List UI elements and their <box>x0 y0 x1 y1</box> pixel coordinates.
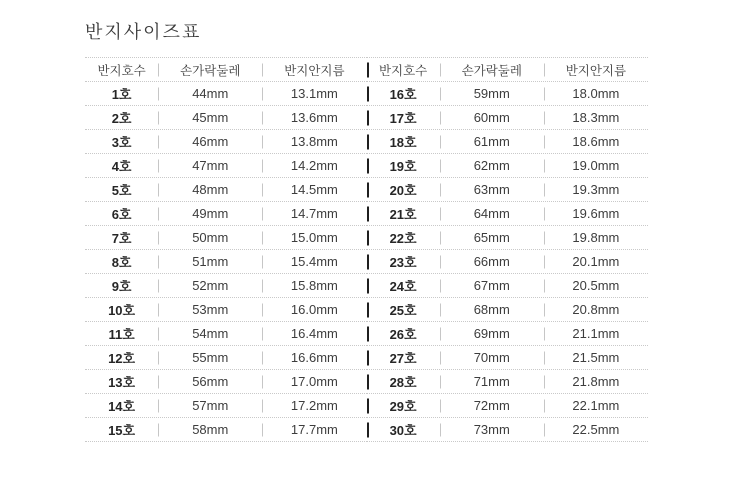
diameter-cell: 20.5mm <box>544 274 648 297</box>
ring-size-cell: 14호 <box>108 399 136 414</box>
table-row <box>367 130 649 154</box>
circumference-cell: 70mm <box>440 346 544 369</box>
diameter-cell: 21.5mm <box>544 346 648 369</box>
table-row <box>85 298 367 322</box>
diameter-cell: 22.1mm <box>544 394 648 417</box>
circumference-cell: 59mm <box>440 82 544 105</box>
header-ring-size: 반지호수 <box>97 63 146 78</box>
ring-size-cell: 26호 <box>367 322 440 345</box>
diameter-cell: 13.6mm <box>262 106 366 129</box>
ring-size-cell: 9호 <box>111 279 132 294</box>
circumference-cell: 58mm <box>158 418 262 441</box>
diameter-cell: 17.2mm <box>262 394 366 417</box>
table-row <box>85 202 367 226</box>
ring-size-cell: 21호 <box>367 202 440 225</box>
circumference-cell: 66mm <box>440 250 544 273</box>
table-row <box>85 106 367 130</box>
diameter-cell: 21.8mm <box>544 370 648 393</box>
diameter-cell: 20.8mm <box>544 298 648 321</box>
circumference-cell: 60mm <box>440 106 544 129</box>
diameter-cell: 22.5mm <box>544 418 648 441</box>
circumference-cell: 62mm <box>440 154 544 177</box>
circumference-cell: 52mm <box>158 274 262 297</box>
ring-size-cell: 20호 <box>367 178 440 201</box>
table-row <box>85 370 367 394</box>
circumference-cell: 63mm <box>440 178 544 201</box>
ring-size-cell: 17호 <box>367 106 440 129</box>
ring-size-cell: 27호 <box>367 346 440 369</box>
diameter-cell: 13.8mm <box>262 130 366 153</box>
circumference-cell: 61mm <box>440 130 544 153</box>
header-ring-size: 반지호수 <box>367 58 440 81</box>
circumference-cell: 56mm <box>158 370 262 393</box>
ring-size-cell: 25호 <box>367 298 440 321</box>
table-row <box>85 394 367 418</box>
table-row <box>367 106 649 130</box>
table-row <box>85 274 367 298</box>
circumference-cell: 46mm <box>158 130 262 153</box>
diameter-cell: 19.3mm <box>544 178 648 201</box>
circumference-cell: 53mm <box>158 298 262 321</box>
ring-size-cell: 4호 <box>111 159 132 174</box>
table-row <box>367 226 649 250</box>
diameter-cell: 18.0mm <box>544 82 648 105</box>
table-row <box>85 418 367 442</box>
circumference-cell: 71mm <box>440 370 544 393</box>
table-row <box>367 418 649 442</box>
circumference-cell: 48mm <box>158 178 262 201</box>
table-row <box>85 178 367 202</box>
diameter-cell: 21.1mm <box>544 322 648 345</box>
header-diameter: 반지안지름 <box>262 58 366 81</box>
ring-size-cell: 24호 <box>367 274 440 297</box>
ring-size-cell: 29호 <box>367 394 440 417</box>
circumference-cell: 54mm <box>158 322 262 345</box>
table-row <box>367 322 649 346</box>
table-left <box>85 57 367 442</box>
circumference-cell: 50mm <box>158 226 262 249</box>
header-circumference: 손가락둘레 <box>158 58 262 81</box>
table-row <box>367 154 649 178</box>
circumference-cell: 64mm <box>440 202 544 225</box>
ring-size-cell: 8호 <box>111 255 132 270</box>
ring-size-cell: 15호 <box>108 423 136 438</box>
diameter-cell: 17.0mm <box>262 370 366 393</box>
diameter-cell: 16.4mm <box>262 322 366 345</box>
circumference-cell: 65mm <box>440 226 544 249</box>
table-right-rows <box>367 82 649 442</box>
table-row <box>85 130 367 154</box>
ring-size-cell: 3호 <box>111 135 132 150</box>
circumference-cell: 67mm <box>440 274 544 297</box>
table-row <box>367 202 649 226</box>
ring-size-cell: 13호 <box>108 375 136 390</box>
circumference-cell: 72mm <box>440 394 544 417</box>
ring-size-cell: 2호 <box>111 111 132 126</box>
ring-size-cell: 18호 <box>367 130 440 153</box>
circumference-cell: 51mm <box>158 250 262 273</box>
table-row <box>85 226 367 250</box>
table-row <box>367 274 649 298</box>
table-row <box>367 82 649 106</box>
ring-size-cell: 23호 <box>367 250 440 273</box>
diameter-cell: 16.6mm <box>262 346 366 369</box>
table-row <box>367 298 649 322</box>
ring-size-cell: 19호 <box>367 154 440 177</box>
table-header-row <box>367 57 649 82</box>
circumference-cell: 49mm <box>158 202 262 225</box>
diameter-cell: 14.7mm <box>262 202 366 225</box>
ring-size-table <box>85 57 648 442</box>
table-row <box>85 322 367 346</box>
table-header-row <box>85 57 367 82</box>
table-row <box>367 370 649 394</box>
table-right <box>367 57 649 442</box>
circumference-cell: 57mm <box>158 394 262 417</box>
circumference-cell: 69mm <box>440 322 544 345</box>
diameter-cell: 14.2mm <box>262 154 366 177</box>
ring-size-cell: 28호 <box>367 370 440 393</box>
circumference-cell: 73mm <box>440 418 544 441</box>
diameter-cell: 15.0mm <box>262 226 366 249</box>
table-row <box>367 178 649 202</box>
table-row <box>85 250 367 274</box>
header-diameter: 반지안지름 <box>544 58 648 81</box>
circumference-cell: 55mm <box>158 346 262 369</box>
diameter-cell: 20.1mm <box>544 250 648 273</box>
circumference-cell: 45mm <box>158 106 262 129</box>
ring-size-cell: 11호 <box>108 327 135 342</box>
diameter-cell: 16.0mm <box>262 298 366 321</box>
diameter-cell: 17.7mm <box>262 418 366 441</box>
header-circumference: 손가락둘레 <box>440 58 544 81</box>
diameter-cell: 19.6mm <box>544 202 648 225</box>
circumference-cell: 47mm <box>158 154 262 177</box>
page-title: 반지사이즈표 <box>85 22 202 42</box>
diameter-cell: 14.5mm <box>262 178 366 201</box>
diameter-cell: 13.1mm <box>262 82 366 105</box>
ring-size-cell: 7호 <box>111 231 132 246</box>
ring-size-cell: 10호 <box>108 303 136 318</box>
table-row <box>367 394 649 418</box>
diameter-cell: 18.6mm <box>544 130 648 153</box>
ring-size-cell: 5호 <box>111 183 132 198</box>
ring-size-cell: 30호 <box>367 418 440 441</box>
diameter-cell: 19.0mm <box>544 154 648 177</box>
circumference-cell: 44mm <box>158 82 262 105</box>
table-left-rows <box>85 82 367 442</box>
table-row <box>85 346 367 370</box>
ring-size-cell: 12호 <box>108 351 136 366</box>
table-row <box>367 346 649 370</box>
ring-size-cell: 16호 <box>367 82 440 105</box>
table-row <box>85 82 367 106</box>
diameter-cell: 19.8mm <box>544 226 648 249</box>
ring-size-cell: 22호 <box>367 226 440 249</box>
diameter-cell: 15.4mm <box>262 250 366 273</box>
diameter-cell: 15.8mm <box>262 274 366 297</box>
circumference-cell: 68mm <box>440 298 544 321</box>
ring-size-cell: 1호 <box>111 87 132 102</box>
diameter-cell: 18.3mm <box>544 106 648 129</box>
table-row <box>367 250 649 274</box>
table-row <box>85 154 367 178</box>
ring-size-cell: 6호 <box>111 207 132 222</box>
